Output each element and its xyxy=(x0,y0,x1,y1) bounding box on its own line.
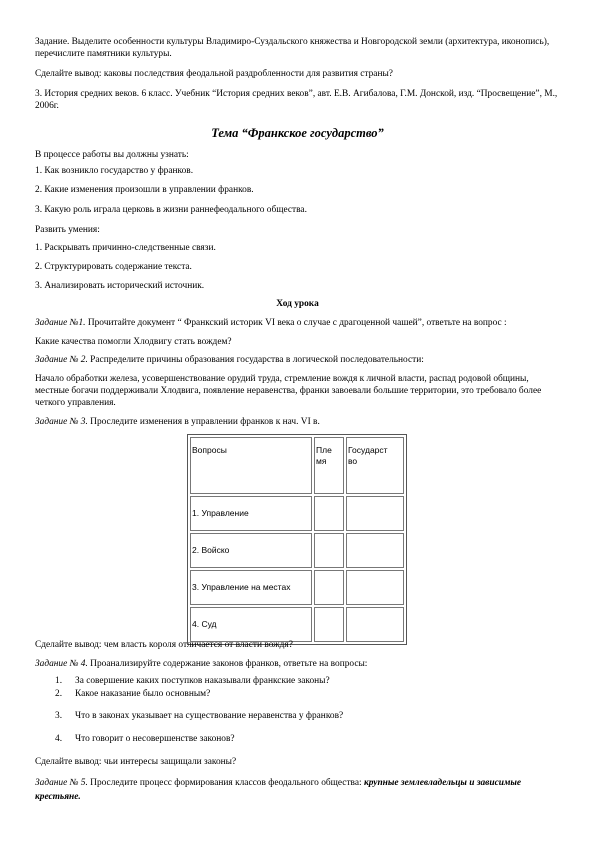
list-item: Что говорит о несовершенстве законов? xyxy=(75,734,235,744)
list-item: За совершение каких поступков наказывали франкские законы? xyxy=(75,676,330,686)
list-item: Какое наказание было основным? xyxy=(75,689,211,699)
table-row xyxy=(190,570,404,605)
table-row-label: 1. Управление xyxy=(190,496,312,531)
table-cell xyxy=(314,607,344,642)
task1-text: Прочитайте документ “ Франкский историк VI века о случае с драгоценной чашей”, ответьте на вопрос : xyxy=(85,318,507,328)
list-item: Что в законах указывает на существование неравенства у франков? xyxy=(75,711,344,721)
learn-item: 1. Как возникло государство у франков. xyxy=(35,166,194,176)
source-paragraph: 3. История средних веков. 6 класс. Учебник “История средних веков”, авт. Е.В. Агибалова, Г.М. Донской, изд. “Просвещение”, М., 2006г. xyxy=(35,89,558,111)
task1-question: Какие качества помогли Хлодвигу стать вождем? xyxy=(35,337,232,347)
table-header-cell: Вопросы xyxy=(190,437,312,494)
learn-item: 3. Какую роль играла церковь в жизни раннефеодального общества. xyxy=(35,205,307,215)
learn-intro: В процессе работы вы должны узнать: xyxy=(35,150,189,160)
table-cell xyxy=(346,496,404,531)
skills-item: 3. Анализировать исторический источник. xyxy=(35,281,205,291)
table-header-cell: Государст во xyxy=(346,437,404,494)
skills-item: 2. Структурировать содержание текста. xyxy=(35,262,192,272)
theme-title: Тема “Франкское государство” xyxy=(211,126,384,140)
task5-label: Задание № 5. xyxy=(35,778,88,788)
table-row xyxy=(190,496,404,531)
task2-text: Распределите причины образования государства в логической последовательности: xyxy=(87,355,424,365)
list-number: 2. xyxy=(55,689,63,699)
table-header-row xyxy=(190,437,404,494)
list-number: 4. xyxy=(55,734,63,744)
task2-paragraph xyxy=(35,355,565,367)
skills-item: 1. Раскрывать причинно-следственные связи. xyxy=(35,243,216,253)
table-row xyxy=(190,607,404,642)
table-row xyxy=(190,533,404,568)
task2-body: Начало обработки железа, усовершенствование орудий труда, стремление вождя к личной власти, распад родовой общины, местные богачи поддерживали Хлодвига, появление неравенства, франки завоевали большие территории, это требовало более четкого управления. xyxy=(35,374,542,408)
table-cell xyxy=(314,570,344,605)
task1-label: Задание №1. xyxy=(35,318,86,328)
governance-table xyxy=(187,434,407,645)
task4-label: Задание № 4. xyxy=(35,659,88,669)
task3-text: Проследите изменения в управлении франков к нач. VI в. xyxy=(87,417,320,427)
table-row-label: 2. Войско xyxy=(190,533,312,568)
task3-label: Задание № 3. xyxy=(35,417,88,427)
task-paragraph: Задание. Выделите особенности культуры Владимиро-Суздальского княжества и Новгородской земли (архитектура, иконопись), перечислите памятники культуры. xyxy=(35,37,550,59)
task5-paragraph xyxy=(35,777,565,804)
task2-label: Задание № 2. xyxy=(35,355,88,365)
conclusion-power: Сделайте вывод: чем власть короля отличается от власти вождя? xyxy=(35,640,293,650)
task3-paragraph xyxy=(35,417,565,429)
skills-intro: Развить умения: xyxy=(35,225,100,235)
conclusion-paragraph: Сделайте вывод: каковы последствия феодальной раздробленности для развития страны? xyxy=(35,69,393,79)
list-number: 3. xyxy=(55,711,63,721)
table-header-cell: Пле мя xyxy=(314,437,344,494)
table-cell xyxy=(346,570,404,605)
table-cell xyxy=(346,533,404,568)
learn-item: 2. Какие изменения произошли в управлении франков. xyxy=(35,185,254,195)
table-cell xyxy=(314,496,344,531)
table-cell xyxy=(314,533,344,568)
task1-paragraph xyxy=(35,318,565,330)
task5-emphasis: крупные землевладельцы и зависимые крестьяне. xyxy=(35,778,522,802)
table-cell xyxy=(346,607,404,642)
conclusion-laws: Сделайте вывод: чьи интересы защищали законы? xyxy=(35,757,237,767)
list-number: 1. xyxy=(55,676,63,686)
table-row-label: 4. Суд xyxy=(190,607,312,642)
task4-paragraph xyxy=(35,659,565,671)
task5-text: Проследите процесс формирования классов феодального общества: xyxy=(87,778,364,788)
table-row-label: 3. Управление на местах xyxy=(190,570,312,605)
lesson-heading: Ход урока xyxy=(276,299,319,309)
task4-text: Проанализируйте содержание законов франков, ответьте на вопросы: xyxy=(87,659,368,669)
